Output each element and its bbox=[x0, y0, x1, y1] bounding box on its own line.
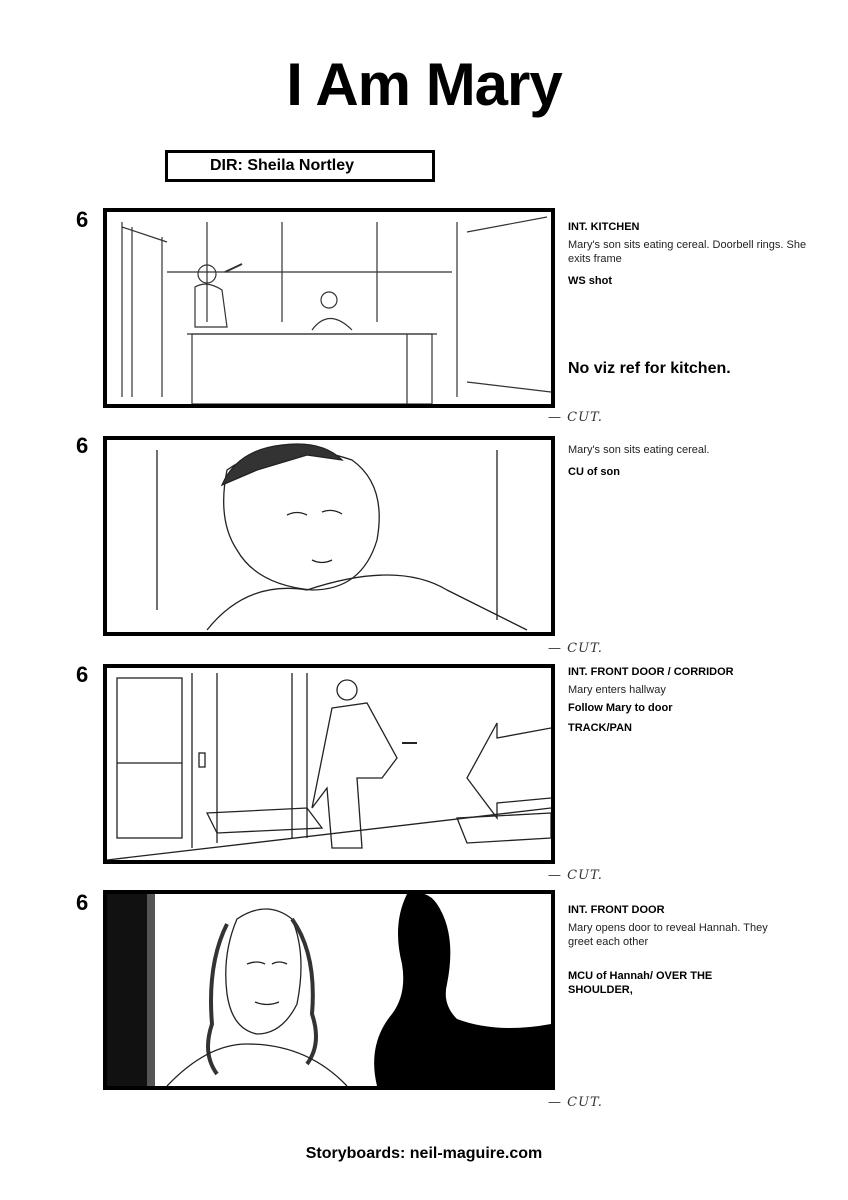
panel-2-notes bbox=[568, 443, 828, 479]
scene-heading: INT. FRONT DOOR / CORRIDOR bbox=[568, 666, 734, 678]
son-closeup-sketch bbox=[107, 440, 551, 632]
footer-credit: Storyboards: neil-maguire.com bbox=[305, 1145, 543, 1162]
storyboard-panel-4 bbox=[103, 890, 555, 1090]
cut-mark: — CUT. bbox=[548, 410, 603, 425]
scene-description: Mary's son sits eating cereal. bbox=[568, 444, 710, 456]
scene-number: 6 bbox=[76, 662, 89, 687]
panel-1-notes bbox=[568, 220, 828, 288]
director-box: DIR: Sheila Nortley bbox=[165, 150, 435, 182]
scene-description: Mary's son sits eating cereal. Doorbell rings. She exits frame bbox=[568, 239, 807, 265]
scene-number: 6 bbox=[76, 433, 89, 458]
shot-type: MCU of Hannah/ OVER THE SHOULDER, bbox=[568, 970, 713, 996]
kitchen-sketch bbox=[107, 212, 551, 404]
corridor-sketch bbox=[107, 668, 551, 860]
cut-mark: — CUT. bbox=[548, 1095, 603, 1110]
camera-action: Follow Mary to door bbox=[568, 702, 673, 714]
scene-description: Mary enters hallway bbox=[568, 684, 666, 696]
scene-number: 6 bbox=[76, 890, 89, 915]
panel-4-notes bbox=[568, 903, 828, 997]
hannah-doorway-sketch bbox=[107, 894, 551, 1086]
shot-type: CU of son bbox=[568, 466, 620, 478]
scene-heading: INT. FRONT DOOR bbox=[568, 904, 665, 916]
shot-type: WS shot bbox=[568, 275, 612, 287]
reference-note: No viz ref for kitchen. bbox=[568, 360, 731, 377]
storyboard-panel-3 bbox=[103, 664, 555, 864]
scene-number: 6 bbox=[76, 207, 89, 232]
cut-mark: — CUT. bbox=[548, 868, 603, 883]
panel-3-notes bbox=[568, 665, 828, 735]
page-title: I Am Mary bbox=[286, 51, 562, 118]
scene-heading: INT. KITCHEN bbox=[568, 221, 640, 233]
shot-type: TRACK/PAN bbox=[568, 722, 632, 734]
storyboard-panel-2 bbox=[103, 436, 555, 636]
storyboard-panel-1 bbox=[103, 208, 555, 408]
cut-mark: — CUT. bbox=[548, 641, 603, 656]
scene-description: Mary opens door to reveal Hannah. They greet each other bbox=[568, 922, 768, 948]
